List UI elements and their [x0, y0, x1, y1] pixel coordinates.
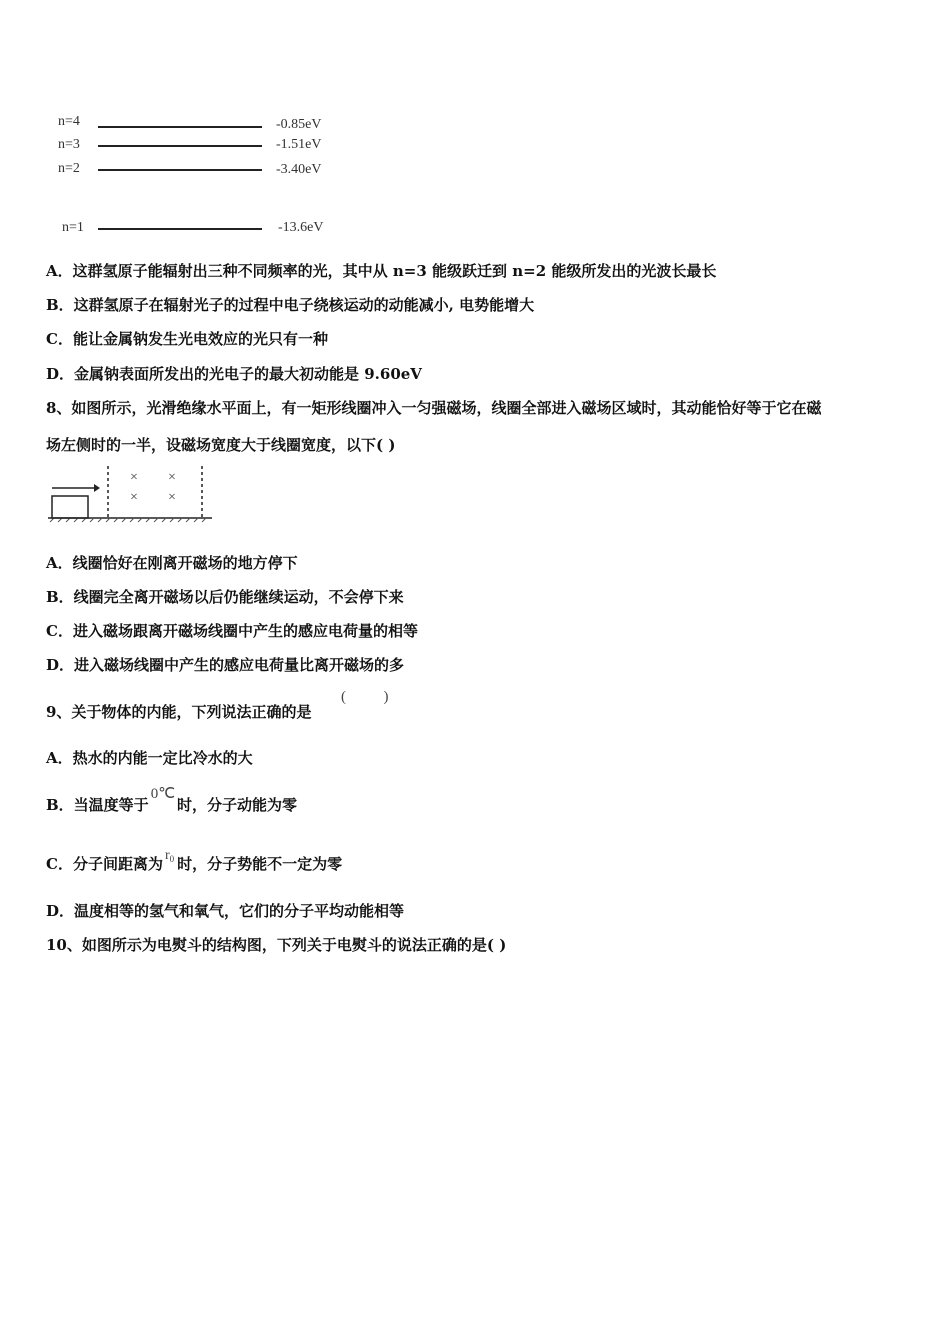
q8-stem-line1: 8、如图所示，光滑绝缘水平面上，有一矩形线圈冲入一匀强磁场，线圈全部进入磁场区域时，其动能恰好等于它在磁	[46, 399, 822, 417]
level-line-n4	[98, 126, 262, 128]
q8-option-a: A．线圈恰好在刚离开磁场的地方停下	[46, 554, 298, 572]
q8-option-d: D．进入磁场线圈中产生的感应电荷量比离开磁场的多	[46, 656, 405, 674]
q9-option-c-subscript: 0	[169, 854, 175, 864]
level-line-n3	[98, 145, 262, 147]
level-value-n3: -1.51eV	[276, 137, 322, 152]
q9-option-b-pre: B．当温度等于	[46, 796, 149, 814]
level-line-n1	[98, 228, 262, 230]
q8-option-b: B．线圈完全离开磁场以后仍能继续运动，不会停下来	[46, 588, 404, 606]
level-label-n3: n=3	[58, 137, 80, 152]
level-label-n1: n=1	[62, 220, 84, 235]
q9-option-a: A．热水的内能一定比冷水的大	[46, 749, 253, 767]
q9-option-c-symbol: r	[164, 848, 170, 863]
q9-option-b-post: 时，分子动能为零	[177, 796, 298, 814]
q7-option-a: A．这群氢原子能辐射出三种不同频率的光，其中从 n=3 能级跃迁到 n=2 能级所发出的光波长最长	[46, 262, 717, 280]
q9-option-c-pre: C．分子间距离为	[46, 855, 163, 873]
q8-option-c: C．进入磁场跟离开磁场线圈中产生的感应电荷量的相等	[46, 622, 418, 640]
level-value-n2: -3.40eV	[276, 162, 322, 177]
field-mark: ×	[168, 490, 176, 505]
q9-answer-paren: ( )	[341, 689, 389, 705]
field-mark: ×	[168, 470, 176, 485]
q8-stem-line2: 场左侧时的一半，设磁场宽度大于线圈宽度，以下( )	[46, 436, 396, 454]
field-mark: ×	[130, 490, 138, 505]
q9-option-b	[46, 786, 298, 816]
q9-option-d: D．温度相等的氢气和氧气，它们的分子平均动能相等	[46, 902, 405, 920]
q9-option-c-post: 时，分子势能不一定为零	[177, 855, 343, 873]
q9-stem: 9、关于物体的内能，下列说法正确的是	[46, 703, 312, 721]
level-label-n4: n=4	[58, 114, 80, 129]
q9-option-c	[46, 848, 343, 876]
q7-option-d: D．金属钠表面所发出的光电子的最大初动能是 9.60eV	[46, 365, 422, 383]
level-value-n1: -13.6eV	[278, 220, 324, 235]
field-mark: ×	[130, 470, 138, 485]
level-value-n4: -0.85eV	[276, 117, 322, 132]
magnetic-field-figure	[46, 464, 216, 524]
q7-option-b: B．这群氢原子在辐射光子的过程中电子绕核运动的动能减小, 电势能增大	[46, 296, 535, 314]
level-label-n2: n=2	[58, 161, 80, 176]
q7-option-c: C．能让金属钠发生光电效应的光只有一种	[46, 330, 328, 348]
q9-option-b-symbol: 0℃	[150, 786, 176, 802]
q10-stem: 10、如图所示为电熨斗的结构图，下列关于电熨斗的说法正确的是( )	[46, 936, 507, 954]
level-line-n2	[98, 169, 262, 171]
